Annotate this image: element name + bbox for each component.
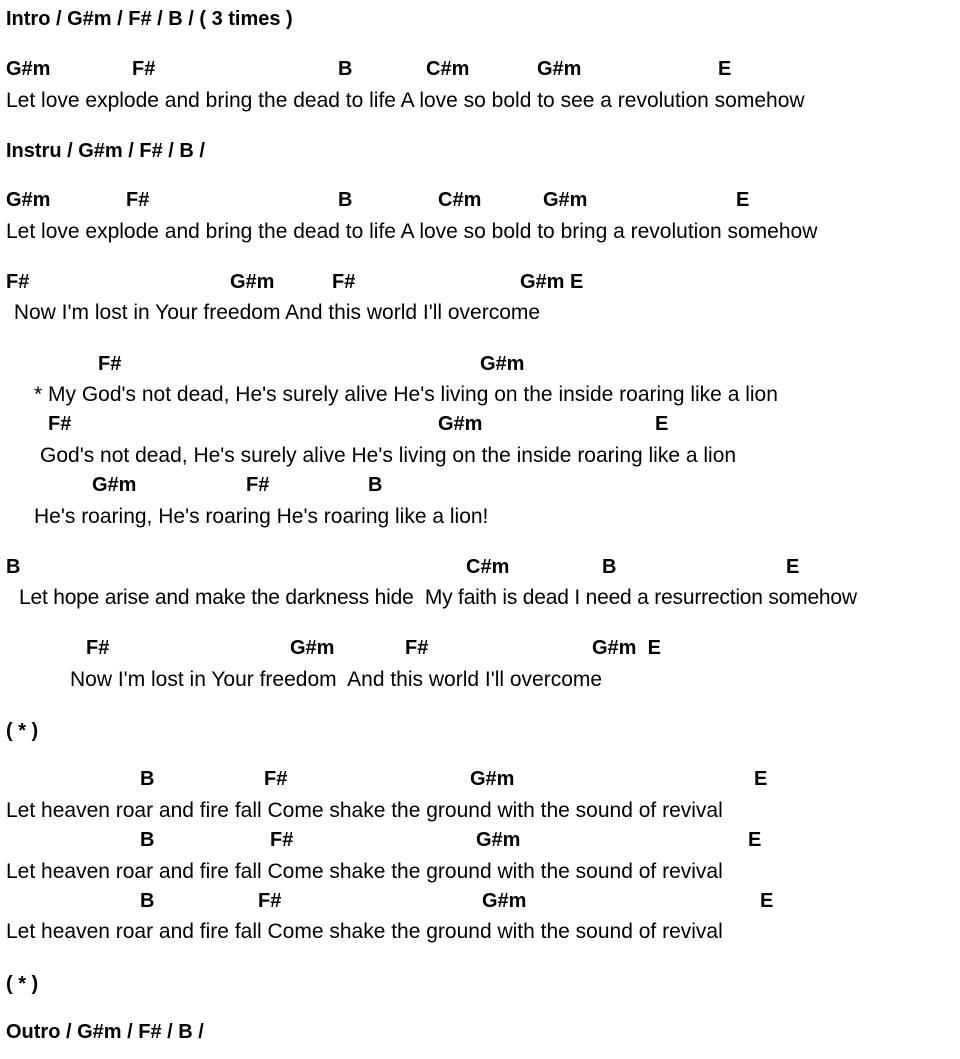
chorus-chord-row-3 [0,474,960,500]
chord: E [718,58,732,80]
verse3-chord-row [0,556,960,582]
chord: F# [405,637,429,659]
chord: E [748,829,762,851]
chord: B [6,556,21,578]
bridge-lyric-1: Let heaven roar and fire fall Come shake the ground with the sound of revival [6,799,723,822]
chord: G#m [6,58,51,80]
chorus-lyric-3: He's roaring, He's roaring He's roaring like a lion! [34,505,489,528]
chord: F# [86,637,110,659]
chord: F# [264,768,288,790]
chord: F# [48,413,72,435]
chord: G#m [480,353,525,375]
chord: G#m [6,189,51,211]
prechorus2-lyric: Now I'm lost in Your freedom And this world I'll overcome [70,668,603,691]
chorus-chord-row-2 [0,413,960,439]
chorus-lyric-2: God's not dead, He's surely alive He's living on the inside roaring like a lion [40,444,737,467]
chord: G#m [482,890,527,912]
chord: G#m [438,413,483,435]
chord: G#m E [592,637,661,659]
bridge-lyric-2: Let heaven roar and fire fall Come shake the ground with the sound of revival [6,860,723,883]
chord: F# [258,890,282,912]
chord: E [760,890,774,912]
chorus-chord-row-1 [0,353,960,379]
chord: F# [6,271,30,293]
chord: B [140,768,155,790]
chord: B [140,890,155,912]
chord: G#m [470,768,515,790]
bridge-chord-row-3 [0,890,960,916]
chord: C#m [438,189,482,211]
chord: B [368,474,383,496]
bridge-chord-row-1 [0,768,960,794]
prechorus1-lyric: Now I'm lost in Your freedom And this world I'll overcome [8,301,541,324]
chord: B [338,189,353,211]
chord: F# [246,474,270,496]
chord: F# [270,829,294,851]
chord: C#m [426,58,470,80]
outro-heading: Outro / G#m / F# / B / [6,1021,204,1043]
chorus-repeat-marker: ( * ) [6,720,39,742]
bridge-chord-row-2 [0,829,960,855]
chord: B [602,556,617,578]
chord: F# [332,271,356,293]
chord: B [338,58,353,80]
chorus-repeat-marker: ( * ) [6,973,39,995]
chord: G#m E [520,271,584,293]
instru-heading: Instru / G#m / F# / B / [6,140,205,162]
chorus-lyric-1: * My God's not dead, He's surely alive He's living on the inside roaring like a lion [34,383,778,406]
verse1-chord-row [0,58,960,84]
verse2-chord-row [0,189,960,215]
chord: B [140,829,155,851]
chord: F# [132,58,156,80]
verse2-lyric: Let love explode and bring the dead to life A love so bold to bring a revolution somehow [6,220,818,243]
chord: F# [98,353,122,375]
verse3-lyric: Let hope arise and make the darkness hide My faith is dead I need a resurrection somehow [19,586,857,609]
chord: G#m [290,637,335,659]
chord: C#m [466,556,510,578]
verse1-lyric: Let love explode and bring the dead to life A love so bold to see a revolution somehow [6,89,805,112]
chord: G#m [537,58,582,80]
prechorus1-chord-row [0,271,960,297]
chord: E [786,556,800,578]
chord: F# [126,189,150,211]
chord: G#m [92,474,137,496]
chord: E [754,768,768,790]
chord: G#m [543,189,588,211]
chord: E [736,189,750,211]
prechorus2-chord-row [0,637,960,663]
chord: G#m [476,829,521,851]
chord: G#m [230,271,275,293]
bridge-lyric-3: Let heaven roar and fire fall Come shake the ground with the sound of revival [6,920,723,943]
chord: E [655,413,669,435]
intro-heading: Intro / G#m / F# / B / ( 3 times ) [6,8,293,30]
